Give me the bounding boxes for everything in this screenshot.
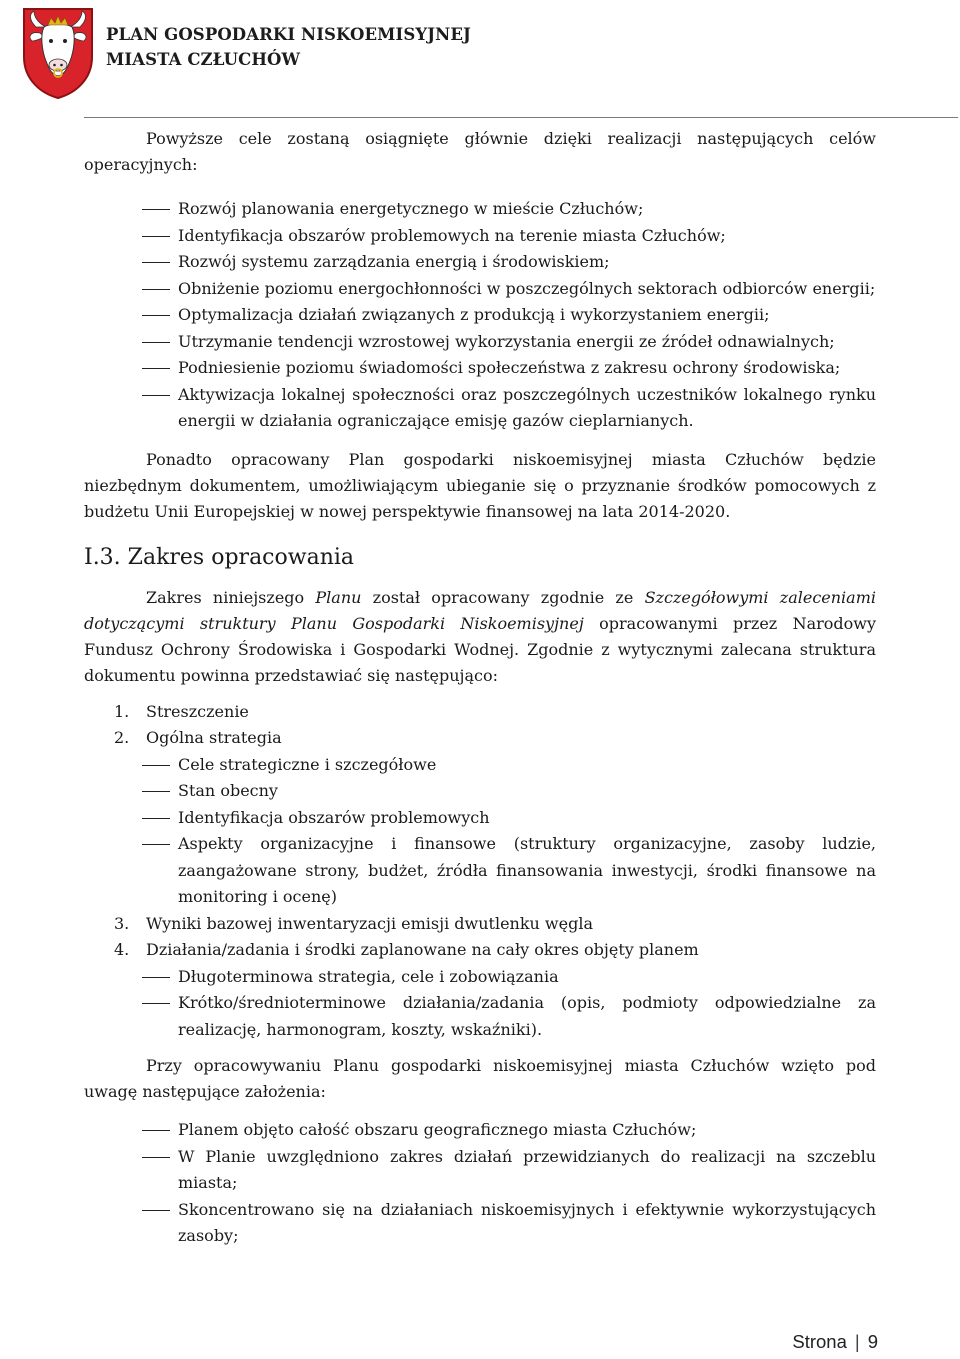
dash-bullet	[142, 977, 170, 978]
list-item: Podniesienie poziomu świadomości społeczeństwa z zakresu ochrony środowiska;	[178, 355, 876, 382]
list-item: Optymalizacja działań związanych z produkcją i wykorzystaniem energii;	[178, 302, 876, 329]
page-number: 9	[867, 1331, 878, 1352]
assumptions-list	[84, 1117, 876, 1250]
list-item: 4. Działania/zadania i środki zaplanowane na cały okres objęty planem Długoterminowa strategia, cele i zobowiązania Krótko/średnioterminowe działania/zadania (opis, podmioty odpowiedzialne za realizację, harmonogram, koszty, wskaźniki).	[146, 937, 876, 1043]
sub-list	[146, 964, 876, 1044]
list-item: Planem objęto całość obszaru geograficznego miasta Człuchów;	[178, 1117, 876, 1144]
list-item: Cele strategiczne i szczegółowe	[178, 752, 876, 779]
page-label: Strona	[792, 1331, 847, 1352]
dash-bullet	[142, 1003, 170, 1004]
dash-bullet	[142, 236, 170, 237]
page-content	[84, 126, 876, 1250]
dash-bullet	[142, 1210, 170, 1211]
document-title	[106, 22, 471, 72]
dash-bullet	[142, 844, 170, 845]
list-item: Obniżenie poziomu energochłonności w poszczególnych sektorach odbiorców energii;	[178, 276, 876, 303]
list-item: Skoncentrowano się na działaniach niskoemisyjnych i efektywnie wykorzystujących zasoby;	[178, 1197, 876, 1250]
intro-paragraph: Powyższe cele zostaną osiągnięte głównie dzięki realizacji następujących celów operacyjnych:	[84, 129, 876, 174]
list-item: Rozwój planowania energetycznego w mieście Człuchów;	[178, 196, 876, 223]
list-item: Utrzymanie tendencji wzrostowej wykorzystania energii ze źródeł odnawialnych;	[178, 329, 876, 356]
dash-bullet	[142, 289, 170, 290]
assumptions-paragraph: Przy opracowywaniu Planu gospodarki niskoemisyjnej miasta Człuchów wzięto pod uwagę następujące założenia:	[84, 1056, 876, 1101]
coat-of-arms-bull-icon	[20, 5, 96, 101]
dash-bullet	[142, 1157, 170, 1158]
dash-bullet	[142, 368, 170, 369]
closing-paragraph: Ponadto opracowany Plan gospodarki niskoemisyjnej miasta Człuchów będzie niezbędnym dokumentem, umożliwiającym ubieganie się o przyznanie środków pomocowych z budżetu Unii Europejskiej w nowej perspektywie finansowej na lata 2014-2020.	[84, 449, 876, 521]
list-item: W Planie uwzględniono zakres działań przewidzianych do realizacji na szczeblu miasta;	[178, 1144, 876, 1197]
dash-bullet	[142, 765, 170, 766]
list-item: Rozwój systemu zarządzania energią i środowiskiem;	[178, 249, 876, 276]
list-item: Długoterminowa strategia, cele i zobowiązania	[178, 964, 876, 991]
section-heading: I.3. Zakres opracowania	[84, 544, 355, 570]
dash-bullet	[142, 342, 170, 343]
list-item: Aktywizacja lokalnej społeczności oraz poszczególnych uczestników lokalnego rynku energii w działania ograniczające emisję gazów cieplarnianych.	[178, 382, 876, 435]
goals-list	[84, 196, 876, 435]
structure-list	[84, 699, 876, 1044]
list-item: 3. Wyniki bazowej inwentaryzacji emisji dwutlenku węgla	[114, 913, 593, 933]
dash-bullet	[142, 818, 170, 819]
list-item: 1. Streszczenie	[114, 701, 249, 721]
list-item: Identyfikacja obszarów problemowych na terenie miasta Człuchów;	[178, 223, 876, 250]
dash-bullet	[142, 262, 170, 263]
header-divider	[84, 117, 958, 118]
dash-bullet	[142, 315, 170, 316]
list-item: Stan obecny	[178, 778, 876, 805]
dash-bullet	[142, 209, 170, 210]
section-paragraph: Zakres niniejszego Planu został opracowany zgodnie ze Szczegółowymi zaleceniami dotyczącymi struktury Planu Gospodarki Niskoemisyjnej opracowanymi przez Narodowy Fundusz Ochrony Środowiska i Gospodarki Wodnej. Zgodnie z wytycznymi zalecana struktura dokumentu powinna przedstawiać się następująco:	[84, 587, 877, 685]
page-header	[0, 0, 960, 118]
dash-bullet	[142, 395, 170, 396]
dash-bullet	[142, 1130, 170, 1131]
list-item: Identyfikacja obszarów problemowych	[178, 805, 876, 832]
title-line-2: MIASTA CZŁUCHÓW	[106, 50, 301, 69]
list-item: Aspekty organizacyjne i finansowe (struktury organizacyjne, zasoby ludzie, zaangażowane strony, budżet, źródła finansowania inwestycji, środki finansowe na monitoring i ocenę)	[178, 831, 876, 911]
list-item: 2. Ogólna strategia Cele strategiczne i szczegółowe Stan obecny Identyfikacja obszarów problemowych Aspekty organizacyjne i finansowe (struktury organizacyjne, zasoby ludzie, zaangażowane strony, budżet, źródła finansowania inwestycji, środki finansowe na monitoring i ocenę)	[146, 725, 876, 911]
footer-separator: |	[854, 1331, 860, 1352]
page-footer	[792, 1327, 878, 1357]
sub-list	[146, 752, 876, 911]
title-line-1: PLAN GOSPODARKI NISKOEMISYJNEJ	[106, 25, 471, 44]
dash-bullet	[142, 791, 170, 792]
list-item: Krótko/średnioterminowe działania/zadania (opis, podmioty odpowiedzialne za realizację, harmonogram, koszty, wskaźniki).	[178, 990, 876, 1043]
